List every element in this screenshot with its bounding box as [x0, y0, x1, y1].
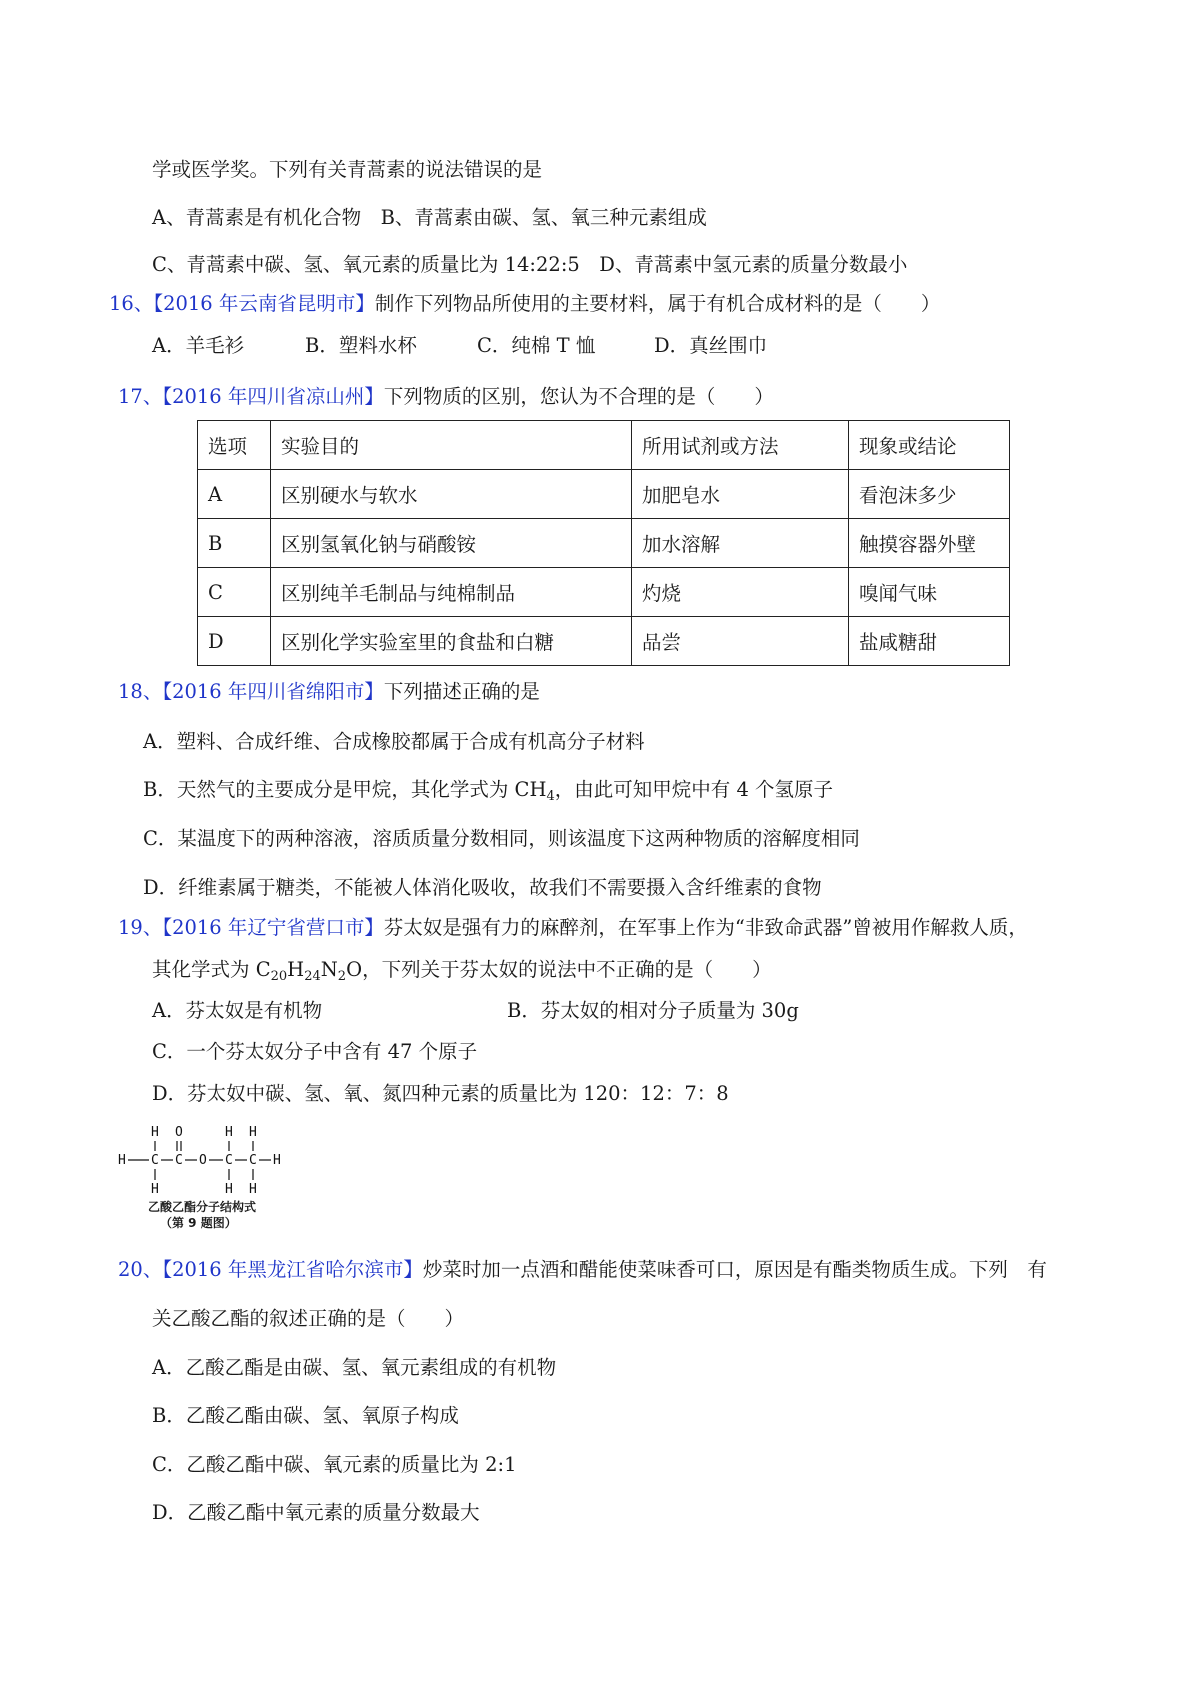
table-row — [198, 470, 1010, 519]
q19-formula-text: 其化学式为 C — [152, 958, 271, 981]
table-header-cell: 实验目的 — [271, 421, 632, 470]
table-cell: 区别纯羊毛制品与纯棉制品 — [271, 568, 632, 617]
q19-formula-text-end: O，下列关于芬太奴的说法中不正确的是（ ） — [346, 958, 772, 981]
table-cell: 灼烧 — [632, 568, 849, 617]
q19-option-b: B．芬太奴的相对分子质量为 30g — [507, 999, 799, 1022]
atom-o: O — [175, 1125, 183, 1140]
table-row — [198, 568, 1010, 617]
q17-source: 【2016 年四川省凉山州】 — [162, 385, 384, 408]
atom-h: H — [118, 1153, 126, 1168]
table-cell: A — [198, 470, 271, 519]
q20-option-b: B．乙酸乙酯由碳、氢、氧原子构成 — [152, 1404, 459, 1427]
table-row — [198, 617, 1010, 666]
table-cell: D — [198, 617, 271, 666]
atom-h: H — [151, 1182, 159, 1197]
q19-option-c: C．一个芬太奴分子中含有 47 个原子 — [152, 1040, 478, 1063]
q18-option-b-text-end: ，由此可知甲烷中有 4 个氢原子 — [554, 778, 834, 801]
table-cell: 加肥皂水 — [632, 470, 849, 519]
q19-formula-h: H — [287, 958, 305, 981]
q16-option-a: A．羊毛衫 — [152, 334, 245, 357]
q17-number: 17、 — [118, 385, 163, 408]
table-row — [198, 519, 1010, 568]
q16-option-c: C．纯棉 T 恤 — [477, 334, 596, 357]
q15-options-cd: C、青蒿素中碳、氢、氧元素的质量比为 14:22:5 D、青蒿素中氢元素的质量分数最小 — [152, 253, 908, 276]
table-cell: 嗅闻气味 — [849, 568, 1010, 617]
atom-c: C — [175, 1153, 183, 1168]
q16-source: 【2016 年云南省昆明市】 — [153, 292, 375, 315]
q15-options-ab: A、青蒿素是有机化合物 B、青蒿素由碳、氢、氧三种元素组成 — [152, 206, 707, 229]
q18-option-a: A．塑料、合成纤维、合成橡胶都属于合成有机高分子材料 — [143, 730, 645, 753]
q17-question — [118, 384, 774, 410]
q18-stem: 下列描述正确的是 — [383, 680, 540, 703]
table-cell: 区别硬水与软水 — [271, 470, 632, 519]
q16-number: 16、 — [109, 292, 154, 315]
table-cell: 盐咸糖甜 — [849, 617, 1010, 666]
q19-option-d: D．芬太奴中碳、氢、氧、氮四种元素的质量比为 120：12：7：8 — [152, 1082, 729, 1105]
table-cell: 区别氢氧化钠与硝酸铵 — [271, 519, 632, 568]
table-header-cell: 现象或结论 — [849, 421, 1010, 470]
structure-diagram — [118, 1124, 288, 1204]
q20-option-c: C．乙酸乙酯中碳、氧元素的质量比为 2:1 — [152, 1453, 517, 1476]
figure-caption: 乙酸乙酯分子结构式 — [148, 1200, 257, 1214]
q19-formula-n: N — [320, 958, 338, 981]
atom-h: H — [273, 1153, 281, 1168]
atom-o: O — [199, 1153, 207, 1168]
table-cell: 加水溶解 — [632, 519, 849, 568]
q20-question — [118, 1257, 1047, 1283]
table-cell: 区别化学实验室里的食盐和白糖 — [271, 617, 632, 666]
atom-h: H — [151, 1125, 159, 1140]
q19-formula-line — [152, 957, 772, 983]
q20-stem-continuation: 关乙酸乙酯的叙述正确的是（ ） — [152, 1307, 465, 1330]
q16-option-b: B．塑料水杯 — [305, 334, 417, 357]
q17-stem: 下列物质的区别，您认为不合理的是（ ） — [383, 385, 774, 408]
atom-c: C — [249, 1153, 257, 1168]
q16-option-d: D．真丝围巾 — [654, 334, 768, 357]
q18-option-c: C．某温度下的两种溶液，溶质质量分数相同，则该温度下这两种物质的溶解度相同 — [143, 827, 860, 850]
table-cell: B — [198, 519, 271, 568]
q18-source: 【2016 年四川省绵阳市】 — [162, 680, 384, 703]
atom-h: H — [225, 1182, 233, 1197]
q20-number: 20、 — [118, 1258, 163, 1281]
q20-source: 【2016 年黑龙江省哈尔滨市】 — [162, 1258, 423, 1281]
atom-c: C — [151, 1153, 159, 1168]
table-header-cell: 所用试剂或方法 — [632, 421, 849, 470]
q19-formula-sub-h: 24 — [304, 969, 321, 984]
q15-stem-continuation: 学或医学奖。下列有关青蒿素的说法错误的是 — [152, 158, 543, 181]
q18-option-d: D．纤维素属于糖类，不能被人体消化吸收，故我们不需要摄入含纤维素的食物 — [143, 876, 822, 899]
q20-option-a: A．乙酸乙酯是由碳、氢、氧元素组成的有机物 — [152, 1356, 557, 1379]
table-cell: 触摸容器外壁 — [849, 519, 1010, 568]
q18-question — [118, 679, 540, 705]
q19-stem: 芬太奴是强有力的麻醉剂，在军事上作为“非致命武器”曾被用作解救人质， — [383, 916, 1028, 939]
q19-formula-sub-n: 2 — [337, 969, 347, 984]
q18-number: 18、 — [118, 680, 163, 703]
q19-option-a: A．芬太奴是有机物 — [152, 999, 323, 1022]
ethyl-acetate-structure-figure — [118, 1124, 288, 1230]
q17-table — [197, 420, 1010, 666]
figure-subcaption: （第 9 题图） — [160, 1216, 237, 1230]
table-header-cell: 选项 — [198, 421, 271, 470]
q18-option-b-subscript: 4 — [546, 789, 555, 804]
table-header-row — [198, 421, 1010, 470]
table-cell: 品尝 — [632, 617, 849, 666]
q19-number: 19、 — [118, 916, 163, 939]
q19-formula-sub-c: 20 — [270, 969, 288, 984]
q16-question — [109, 291, 940, 317]
q18-option-b-text: B．天然气的主要成分是甲烷，其化学式为 CH — [143, 778, 547, 801]
q20-stem: 炒菜时加一点酒和醋能使菜味香可口，原因是有酯类物质生成。下列 有 — [422, 1258, 1047, 1281]
table-cell: 看泡沫多少 — [849, 470, 1010, 519]
atom-h: H — [249, 1125, 257, 1140]
q20-option-d: D．乙酸乙酯中氧元素的质量分数最大 — [152, 1501, 480, 1524]
atom-h: H — [249, 1182, 257, 1197]
atom-c: C — [225, 1153, 233, 1168]
q19-question — [118, 915, 1028, 941]
table-cell: C — [198, 568, 271, 617]
q18-option-b — [143, 777, 833, 803]
atom-h: H — [225, 1125, 233, 1140]
q19-source: 【2016 年辽宁省营口市】 — [162, 916, 384, 939]
q16-stem: 制作下列物品所使用的主要材料，属于有机合成材料的是（ ） — [374, 292, 941, 315]
